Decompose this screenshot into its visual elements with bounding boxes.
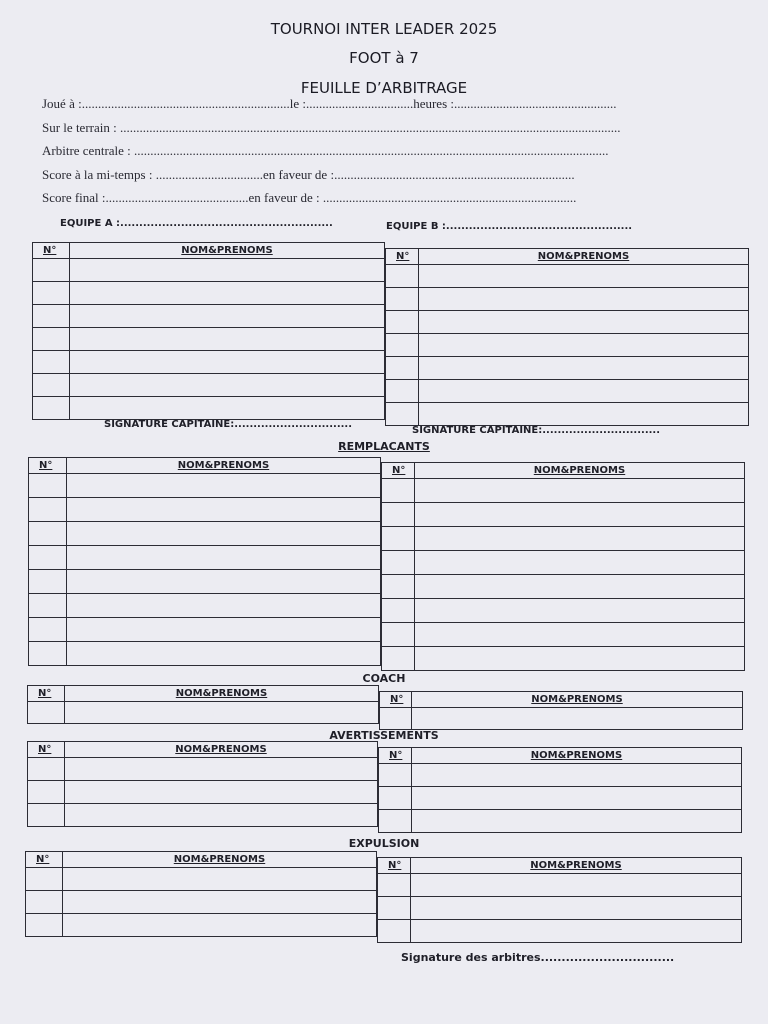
table-row [26,891,63,914]
field-pitch: Sur le terrain : .......................................................................................................................................................... [42,120,621,135]
team-b-label: EQUIPE B :................................................. [386,221,633,232]
col-num: N° [380,692,412,708]
table-row [386,403,419,426]
coach-b-table [379,691,743,730]
table-row [28,781,65,804]
col-num: N° [28,742,65,758]
table-row [29,498,67,522]
table-row [33,328,70,351]
substitutes-title: REMPLACANTS [338,440,430,453]
table-row [382,527,415,551]
table-row [382,503,415,527]
table-row [33,374,70,397]
col-name: NOM&PRENOMS [70,243,385,259]
table-row [29,546,67,570]
expulsion-a-table [25,851,377,937]
col-name: NOM&PRENOMS [412,692,743,708]
table-row [386,357,419,380]
col-num: N° [28,686,65,702]
table-row [378,920,411,943]
table-row [380,708,412,730]
col-num: N° [386,249,419,265]
table-row [28,702,65,724]
col-num: N° [33,243,70,259]
col-name: NOM&PRENOMS [411,858,742,874]
col-num: N° [378,858,411,874]
table-row [382,647,415,671]
col-name: NOM&PRENOMS [65,742,378,758]
col-name: NOM&PRENOMS [67,458,381,474]
col-num: N° [29,458,67,474]
table-row [29,570,67,594]
table-row [379,764,412,787]
table-row [29,642,67,666]
table-row [382,623,415,647]
team-a-table [32,242,385,420]
table-row [379,810,412,833]
table-row [29,474,67,498]
table-row [382,575,415,599]
table-row [386,265,419,288]
table-row [33,259,70,282]
warnings-a-table [27,741,378,827]
table-row [33,351,70,374]
referee-signature: Signature des arbitres................................ [401,951,675,964]
table-row [29,522,67,546]
table-row [26,914,63,937]
tournament-title: TOURNOI INTER LEADER 2025 [270,20,498,38]
format-title: FOOT à 7 [349,49,419,67]
table-row [386,334,419,357]
table-row [379,787,412,810]
table-row [28,758,65,781]
table-row [33,305,70,328]
col-name: NOM&PRENOMS [412,748,742,764]
col-name: NOM&PRENOMS [415,463,745,479]
table-row [386,311,419,334]
expulsion-b-table [377,857,742,943]
table-row [33,282,70,305]
table-row [382,551,415,575]
table-row [378,874,411,897]
warnings-title: AVERTISSEMENTS [329,729,439,742]
col-name: NOM&PRENOMS [63,852,377,868]
table-row [33,397,70,420]
coach-a-table [27,685,379,724]
field-halftime-score: Score à la mi-temps : .................................en faveur de :.......................................................................... [42,167,575,182]
field-final-score: Score final :............................................en faveur de : .............................................................................. [42,190,577,205]
substitutes-a-table [28,457,381,666]
table-row [378,897,411,920]
field-venue-date-time: Joué à :................................................................le :.................................heures :.................................................. [42,96,617,111]
captain-b-signature: SIGNATURE CAPITAINE:............................... [412,425,661,436]
col-num: N° [382,463,415,479]
col-num: N° [26,852,63,868]
expulsion-title: EXPULSION [348,837,420,850]
table-row [382,599,415,623]
captain-a-signature: SIGNATURE CAPITAINE:............................... [104,419,353,430]
coach-title: COACH [362,672,406,685]
table-row [29,618,67,642]
table-row [28,804,65,827]
col-num: N° [379,748,412,764]
col-name: NOM&PRENOMS [65,686,379,702]
table-row [29,594,67,618]
field-referee: Arbitre centrale : .................................................................................................................................................. [42,143,609,158]
substitutes-b-table [381,462,745,671]
team-a-label: EQUIPE A :........................................................ [60,218,333,229]
warnings-b-table [378,747,742,833]
col-name: NOM&PRENOMS [419,249,749,265]
table-row [386,380,419,403]
team-b-table [385,248,749,426]
table-row [26,868,63,891]
sheet-title: FEUILLE D’ARBITRAGE [300,79,468,97]
table-row [382,479,415,503]
table-row [386,288,419,311]
